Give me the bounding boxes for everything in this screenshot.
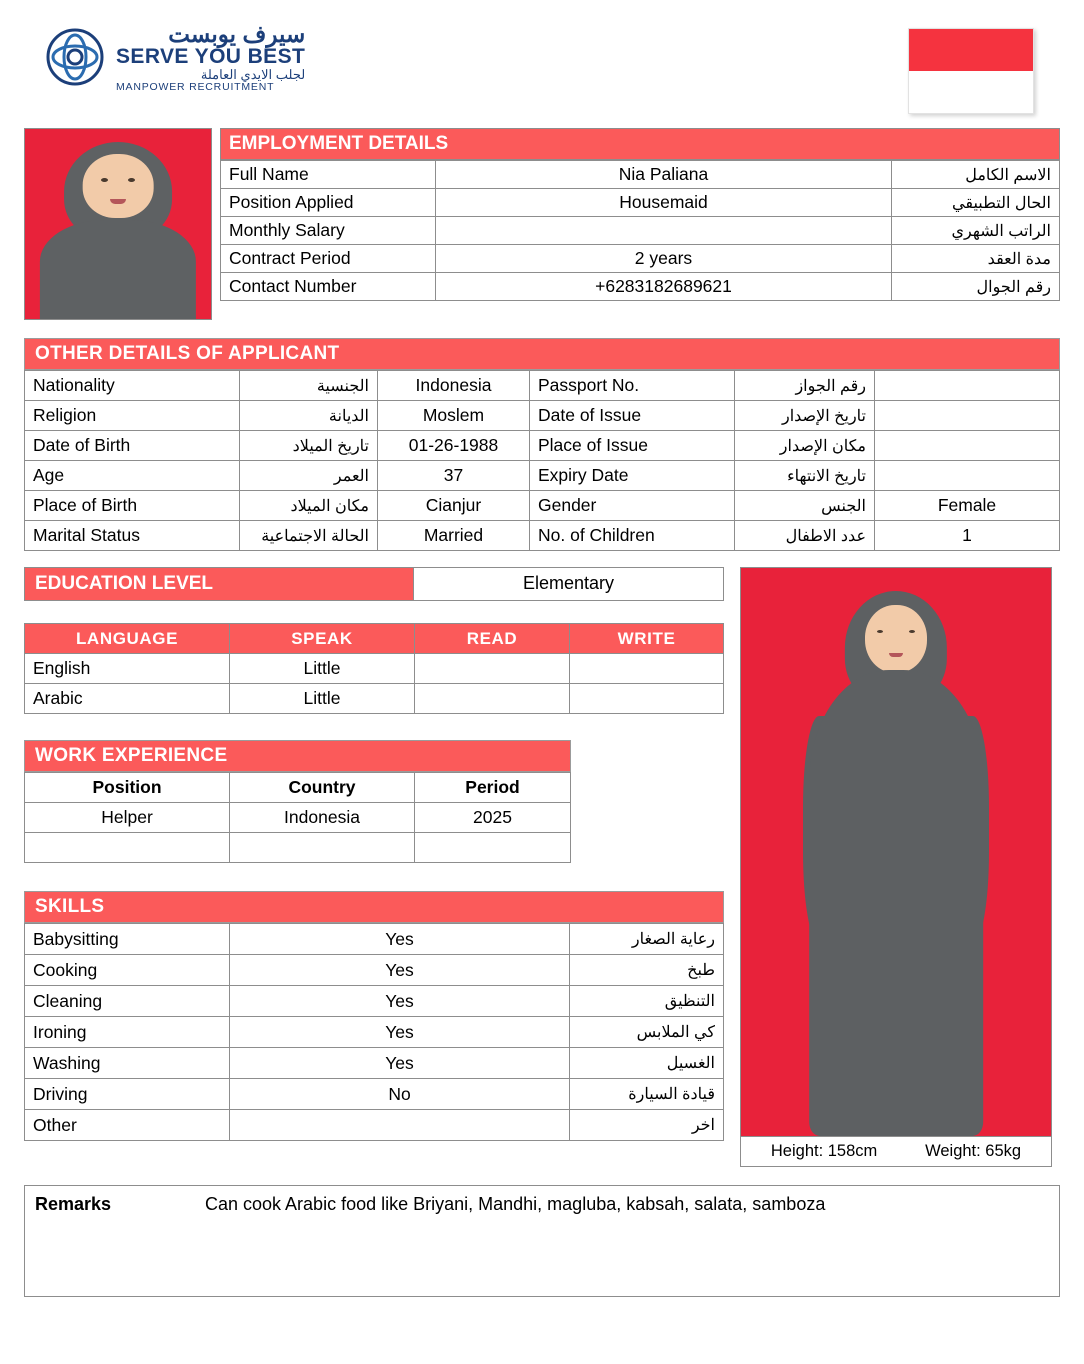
other-arabic-left: العمر — [240, 461, 378, 491]
skill-arabic: كي الملابس — [570, 1017, 724, 1048]
employment-arabic: مدة العقد — [892, 245, 1060, 273]
middle-left-column — [24, 567, 724, 1167]
other-label-left: Age — [25, 461, 240, 491]
other-label-left: Marital Status — [25, 521, 240, 551]
other-label-right: Place of Issue — [530, 431, 735, 461]
other-label-right: Expiry Date — [530, 461, 735, 491]
skill-arabic: رعاية الصغار — [570, 924, 724, 955]
other-arabic-right: عدد الاطفال — [735, 521, 875, 551]
other-value-left: Married — [378, 521, 530, 551]
skill-value — [230, 1110, 570, 1141]
employment-label: Monthly Salary — [221, 217, 436, 245]
logo-mark-icon — [44, 26, 106, 88]
other-arabic-right: تاريخ الإصدار — [735, 401, 875, 431]
skill-value: Yes — [230, 924, 570, 955]
skill-value: Yes — [230, 1048, 570, 1079]
table-row — [25, 401, 1060, 431]
employment-arabic: الحال التطبيقي — [892, 189, 1060, 217]
table-row — [25, 1017, 724, 1048]
employment-arabic: الراتب الشهري — [892, 217, 1060, 245]
skill-name: Cooking — [25, 955, 230, 986]
employment-value: Housemaid — [436, 189, 892, 217]
employment-value: 2 years — [436, 245, 892, 273]
employment-label: Contact Number — [221, 273, 436, 301]
other-value-left: 37 — [378, 461, 530, 491]
skills-title: SKILLS — [24, 891, 724, 923]
table-row — [25, 521, 1060, 551]
remarks-text: Can cook Arabic food like Briyani, Mandhi, magluba, kabsah, salata, samboza — [205, 1194, 826, 1214]
flag-top-stripe — [909, 29, 1033, 71]
logo-text — [116, 22, 305, 93]
table-row — [25, 924, 724, 955]
skill-arabic: التنظيق — [570, 986, 724, 1017]
table-row — [221, 161, 1060, 189]
applicant-headshot — [24, 128, 212, 320]
other-arabic-right: رقم الجواز — [735, 371, 875, 401]
table-row — [25, 684, 724, 714]
other-value-right — [875, 431, 1060, 461]
portrait-mouth — [110, 199, 126, 204]
work-position — [25, 833, 230, 863]
other-value-left: Indonesia — [378, 371, 530, 401]
table-row — [221, 273, 1060, 301]
other-arabic-right: الجنس — [735, 491, 875, 521]
applicant-fullbody-photo-panel — [740, 567, 1052, 1167]
table-row — [25, 1048, 724, 1079]
language-speak: Little — [230, 684, 415, 714]
other-value-right: 1 — [875, 521, 1060, 551]
weight-value: Weight: 65kg — [925, 1142, 1022, 1160]
skill-name: Other — [25, 1110, 230, 1141]
logo-english-title: SERVE YOU BEST — [116, 45, 306, 69]
employment-details-title: EMPLOYMENT DETAILS — [220, 128, 1060, 160]
middle-right-column — [740, 567, 1060, 1167]
skill-name: Driving — [25, 1079, 230, 1110]
employment-details-section — [24, 128, 1060, 320]
other-arabic-left: مكان الميلاد — [240, 491, 378, 521]
employment-table — [220, 160, 1060, 301]
middle-section — [24, 567, 1060, 1167]
portrait-face — [83, 154, 154, 219]
logo-arabic-subtitle: لجلب الايدي العاملة — [200, 67, 306, 83]
table-row — [25, 654, 724, 684]
language-name: English — [25, 654, 230, 684]
table-row — [25, 833, 571, 863]
photo-measurements — [741, 1137, 1051, 1166]
flag-bottom-stripe — [909, 71, 1033, 113]
height-value: Height: 158cm — [770, 1142, 878, 1160]
other-value-left: Cianjur — [378, 491, 530, 521]
other-label-right: Passport No. — [530, 371, 735, 401]
other-label-left: Date of Birth — [25, 431, 240, 461]
applicant-fullbody-photo — [741, 568, 1051, 1137]
other-arabic-left: الحالة الاجتماعية — [240, 521, 378, 551]
skill-value: Yes — [230, 986, 570, 1017]
portrait-body — [40, 220, 196, 319]
other-label-left: Nationality — [25, 371, 240, 401]
skill-arabic: الغسيل — [570, 1048, 724, 1079]
remarks-section — [24, 1185, 1060, 1297]
skill-name: Washing — [25, 1048, 230, 1079]
skill-name: Ironing — [25, 1017, 230, 1048]
other-label-left: Place of Birth — [25, 491, 240, 521]
language-read — [415, 684, 570, 714]
skill-value: Yes — [230, 1017, 570, 1048]
indonesia-flag-icon — [908, 28, 1034, 114]
work-experience-table — [24, 772, 571, 863]
table-header-row — [25, 773, 571, 803]
skill-arabic: طبخ — [570, 955, 724, 986]
employment-label: Contract Period — [221, 245, 436, 273]
table-row — [25, 955, 724, 986]
table-header-row — [25, 624, 724, 654]
other-arabic-left: الديانة — [240, 401, 378, 431]
table-row — [25, 986, 724, 1017]
remarks-top — [25, 1186, 1059, 1215]
company-logo — [44, 22, 305, 93]
work-country — [230, 833, 415, 863]
portrait-illustration — [25, 129, 211, 319]
fullbody-dress — [809, 670, 983, 1136]
language-speak: Little — [230, 654, 415, 684]
skill-value: Yes — [230, 955, 570, 986]
work-country: Indonesia — [230, 803, 415, 833]
table-row — [221, 217, 1060, 245]
language-read — [415, 654, 570, 684]
skills-table — [24, 923, 724, 1141]
other-details-table — [24, 370, 1060, 551]
employment-label: Position Applied — [221, 189, 436, 217]
other-label-left: Religion — [25, 401, 240, 431]
table-row — [25, 371, 1060, 401]
language-header-speak: SPEAK — [230, 624, 415, 654]
language-header-language: LANGUAGE — [25, 624, 230, 654]
work-experience-title: WORK EXPERIENCE — [24, 740, 571, 772]
other-value-left: Moslem — [378, 401, 530, 431]
skill-arabic: قيادة السيارة — [570, 1079, 724, 1110]
other-value-right — [875, 461, 1060, 491]
table-row — [25, 461, 1060, 491]
other-arabic-right: تاريخ الانتهاء — [735, 461, 875, 491]
logo-english-subtitle: MANPOWER RECRUITMENT — [116, 80, 275, 93]
language-write — [570, 654, 724, 684]
work-position: Helper — [25, 803, 230, 833]
employment-arabic: الاسم الكامل — [892, 161, 1060, 189]
table-row — [25, 1110, 724, 1141]
table-row — [25, 431, 1060, 461]
education-level-value: Elementary — [414, 567, 724, 601]
skill-name: Cleaning — [25, 986, 230, 1017]
education-level-section — [24, 567, 724, 601]
employment-arabic: رقم الجوال — [892, 273, 1060, 301]
other-value-right: Female — [875, 491, 1060, 521]
language-header-write: WRITE — [570, 624, 724, 654]
other-label-right: No. of Children — [530, 521, 735, 551]
logo-arabic-title: سيرف يوبست — [168, 21, 306, 47]
employment-label: Full Name — [221, 161, 436, 189]
other-details-title: OTHER DETAILS OF APPLICANT — [24, 338, 1060, 370]
fullbody-face — [865, 605, 927, 673]
skill-value: No — [230, 1079, 570, 1110]
skill-name: Babysitting — [25, 924, 230, 955]
table-row — [25, 491, 1060, 521]
other-details-section — [24, 338, 1060, 551]
other-value-right — [875, 371, 1060, 401]
skill-arabic: اخر — [570, 1110, 724, 1141]
employment-table-wrap — [220, 128, 1060, 301]
remarks-label: Remarks — [35, 1194, 112, 1214]
language-name: Arabic — [25, 684, 230, 714]
employment-value — [436, 217, 892, 245]
education-level-title: EDUCATION LEVEL — [24, 567, 414, 601]
table-row — [221, 189, 1060, 217]
employment-value: Nia Paliana — [436, 161, 892, 189]
other-arabic-right: مكان الإصدار — [735, 431, 875, 461]
other-value-right — [875, 401, 1060, 431]
fullbody-mouth — [889, 653, 903, 657]
work-header-country: Country — [230, 773, 415, 803]
employment-value: +6283182689621 — [436, 273, 892, 301]
page-header — [24, 0, 1060, 128]
language-table — [24, 623, 724, 714]
work-period: 2025 — [415, 803, 571, 833]
table-row — [25, 1079, 724, 1110]
language-write — [570, 684, 724, 714]
work-header-period: Period — [415, 773, 571, 803]
work-header-position: Position — [25, 773, 230, 803]
table-row — [221, 245, 1060, 273]
language-header-read: READ — [415, 624, 570, 654]
other-label-right: Date of Issue — [530, 401, 735, 431]
other-arabic-left: تاريخ الميلاد — [240, 431, 378, 461]
work-period — [415, 833, 571, 863]
other-value-left: 01-26-1988 — [378, 431, 530, 461]
other-label-right: Gender — [530, 491, 735, 521]
other-arabic-left: الجنسية — [240, 371, 378, 401]
table-row — [25, 803, 571, 833]
